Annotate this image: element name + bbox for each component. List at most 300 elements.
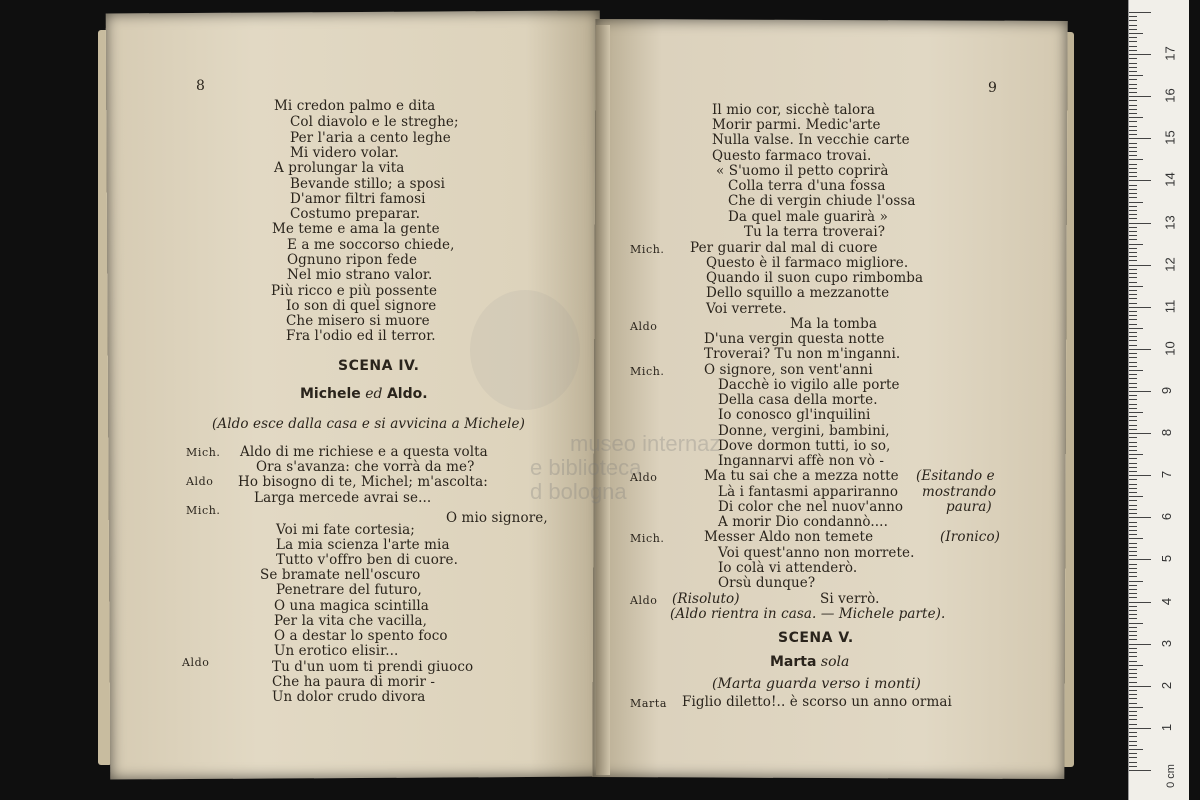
dialogue-line: Donne, vergini, bambini, [718, 423, 890, 439]
ruler-tick [1129, 412, 1143, 413]
measurement-ruler [1128, 0, 1189, 800]
ruler-tick [1129, 239, 1137, 240]
ruler-tick [1129, 593, 1137, 594]
ruler-tick [1129, 741, 1137, 742]
aside-risoluto: (Risoluto) [672, 591, 740, 607]
ruler-tick [1129, 522, 1137, 523]
ruler-tick [1129, 534, 1137, 535]
ruler-tick [1129, 581, 1143, 582]
ruler-tick [1129, 661, 1137, 662]
speaker-aldo: Aldo [186, 475, 214, 488]
ruler-tick [1129, 88, 1137, 89]
ruler-tick [1129, 555, 1137, 556]
ruler-tick [1129, 484, 1137, 485]
scene-heading-iv: SCENA IV. [338, 358, 420, 374]
ruler-tick [1129, 551, 1137, 552]
ruler-tick [1129, 319, 1137, 320]
ruler-tick [1129, 260, 1137, 261]
ruler-unit-label: 0 cm [1164, 764, 1177, 788]
dialogue-line: Dello squillo a mezzanotte [706, 285, 890, 301]
ruler-tick [1129, 244, 1143, 245]
dialogue-line: Tu d'un uom ti prendi giuoco [272, 659, 474, 675]
dialogue-line: Aldo di me richiese e a questa volta [240, 444, 488, 460]
ruler-tick [1129, 589, 1137, 590]
ruler-tick [1129, 500, 1137, 501]
dialogue-line: Di color che nel nuov'anno [718, 499, 904, 515]
verse-line: Costumo preparar. [290, 206, 420, 222]
verse-line: Me teme e ama la gente [272, 221, 440, 237]
ruler-label: 13 [1162, 214, 1178, 230]
dialogue-line-last: Figlio diletto!.. è scorso un anno ormai [682, 694, 952, 710]
ruler-tick [1129, 117, 1143, 118]
dialogue-line: Tu la terra troverai? [744, 224, 886, 240]
conjunction: ed [365, 386, 383, 402]
ruler-tick [1129, 353, 1137, 354]
dialogue-line: Voi verrete. [706, 301, 787, 317]
ruler-tick [1129, 399, 1137, 400]
ruler-label: 9 [1159, 386, 1175, 395]
ruler-tick [1129, 450, 1137, 451]
dialogue-line: Per guarir dal mal di cuore [690, 240, 878, 256]
ruler-tick [1129, 707, 1143, 708]
ruler-tick [1129, 193, 1137, 194]
dialogue-line: Voi mi fate cortesia; [276, 522, 415, 538]
dialogue-line: Ora s'avanza: che vorrà da me? [256, 459, 475, 475]
ruler-tick [1129, 585, 1137, 586]
ruler-tick [1129, 618, 1137, 619]
ruler-tick [1129, 92, 1137, 93]
ruler-tick [1129, 202, 1143, 203]
ruler-tick [1129, 429, 1137, 430]
speaker-mich: Mich. [630, 243, 665, 256]
ruler-tick [1129, 54, 1151, 55]
ruler-tick [1129, 404, 1137, 405]
ruler-tick [1129, 526, 1137, 527]
dialogue-line: Morir parmi. Medic'arte [712, 117, 881, 133]
dialogue-line: Un erotico elisir... [274, 643, 399, 659]
ruler-tick [1129, 703, 1137, 704]
ruler-label: 3 [1159, 639, 1175, 647]
speaker-aldo: Aldo [182, 656, 210, 669]
ruler-tick [1129, 328, 1143, 329]
dialogue-line: Orsù dunque? [718, 575, 816, 591]
dialogue-line: Io colà vi attenderò. [718, 560, 858, 576]
aside-esitando: (Esitando e [916, 468, 995, 484]
ruler-tick [1129, 20, 1137, 21]
ruler-tick [1129, 332, 1137, 333]
ruler-tick [1129, 698, 1137, 699]
ruler-tick [1129, 446, 1137, 447]
ruler-tick [1129, 336, 1137, 337]
dialogue-line: Da quel male guarirà » [728, 209, 888, 225]
dialogue-line: Voi quest'anno non morrete. [718, 545, 915, 561]
ruler-tick [1129, 610, 1137, 611]
speaker-mich: Mich. [186, 504, 221, 517]
ruler-tick [1129, 395, 1137, 396]
dialogue-line: D'una vergin questa notte [704, 331, 885, 347]
ruler-tick [1129, 564, 1137, 565]
ruler-tick [1129, 736, 1137, 737]
verse-line: Mi videro volar. [290, 145, 399, 161]
verse-line: A prolungar la vita [274, 160, 405, 176]
ruler-tick [1129, 58, 1137, 59]
ruler-tick [1129, 33, 1143, 34]
ruler-tick [1129, 669, 1137, 670]
ruler-tick [1129, 180, 1151, 181]
ruler-tick [1129, 665, 1143, 666]
scene-iv-characters [300, 386, 428, 402]
ruler-tick [1129, 168, 1137, 169]
ruler-tick [1129, 303, 1137, 304]
dialogue-line: O signore, son vent'anni [704, 362, 873, 378]
ruler-tick [1129, 126, 1137, 127]
ruler-tick [1129, 576, 1137, 577]
dialogue-line: Quando il suon cupo rimbomba [706, 270, 924, 286]
ruler-tick [1129, 357, 1137, 358]
ruler-tick [1129, 509, 1137, 510]
dialogue-line: Ma la tomba [790, 316, 877, 332]
verse-line: D'amor filtri famosi [290, 191, 426, 207]
ruler-tick [1129, 231, 1137, 232]
ruler-tick [1129, 113, 1137, 114]
ruler-tick [1129, 724, 1137, 725]
aside-mostrando: mostrando [922, 484, 997, 500]
dialogue-line: Il mio cor, sicchè talora [712, 102, 875, 118]
ruler-tick [1129, 597, 1137, 598]
ruler-tick [1129, 151, 1137, 152]
ruler-tick [1129, 719, 1137, 720]
ruler-tick [1129, 673, 1137, 674]
ruler-tick [1129, 543, 1137, 544]
ruler-tick [1129, 71, 1137, 72]
ruler-tick [1129, 745, 1137, 746]
ruler-tick [1129, 425, 1137, 426]
ruler-tick [1129, 100, 1137, 101]
dialogue-line: Troverai? Tu non m'inganni. [704, 346, 901, 362]
ruler-tick [1129, 538, 1143, 539]
ruler-tick [1129, 420, 1137, 421]
verse-line: Bevande stillo; a sposi [290, 176, 446, 192]
ruler-tick [1129, 290, 1137, 291]
verse-line: Fra l'odio ed il terror. [286, 328, 436, 344]
scene-v-sola: sola [820, 654, 850, 670]
ruler-tick [1129, 639, 1137, 640]
dialogue-line: Colla terra d'una fossa [728, 178, 886, 194]
ruler-label: 15 [1162, 130, 1178, 146]
ruler-tick [1129, 46, 1137, 47]
ruler-tick [1129, 324, 1137, 325]
ruler-tick [1129, 479, 1137, 480]
ruler-label: 17 [1162, 46, 1178, 61]
ruler-tick [1129, 374, 1137, 375]
ruler-tick [1129, 298, 1137, 299]
stage-direction-exit: (Aldo rientra in casa. — Michele parte). [670, 606, 946, 622]
verse-line: E a me soccorso chiede, [287, 237, 455, 253]
ruler-tick [1129, 311, 1137, 312]
ruler-tick [1129, 437, 1137, 438]
verse-line: Nel mio strano valor. [287, 267, 433, 283]
ruler-tick [1129, 248, 1137, 249]
ruler-tick [1129, 711, 1137, 712]
ruler-label: 11 [1162, 299, 1178, 314]
speaker-mich: Mich. [186, 446, 221, 459]
ruler-tick [1129, 147, 1137, 148]
aside-ironico: (Ironico) [940, 529, 1001, 545]
ruler-tick [1129, 715, 1137, 716]
dialogue-line: Nulla valse. In vecchie carte [712, 132, 910, 148]
ruler-tick [1129, 210, 1137, 211]
ruler-tick [1129, 492, 1137, 493]
watermark-line-2: e biblioteca [530, 455, 642, 480]
dialogue-line: Là i fantasmi appariranno [718, 484, 899, 500]
verse-line: Io son di quel signore [286, 298, 437, 314]
ruler-tick [1129, 644, 1151, 645]
ruler-tick [1129, 227, 1137, 228]
ruler-label: 2 [1159, 681, 1175, 689]
scene-heading-v: SCENA V. [778, 630, 854, 646]
ruler-tick [1129, 138, 1151, 139]
ruler-tick [1129, 29, 1137, 30]
ruler-tick [1129, 349, 1151, 350]
aside-paura: paura) [946, 499, 992, 515]
ruler-label: 14 [1162, 172, 1178, 188]
ruler-tick [1129, 164, 1137, 165]
ruler-tick [1129, 656, 1137, 657]
ruler-tick [1129, 463, 1137, 464]
verse-line: Mi credon palmo e dita [274, 98, 436, 114]
ruler-tick [1129, 218, 1137, 219]
ruler-tick [1129, 143, 1137, 144]
ruler-tick [1129, 559, 1151, 560]
dialogue-line: Se bramate nell'oscuro [260, 567, 421, 583]
verse-line: Per l'aria a cento leghe [290, 130, 451, 146]
ruler-tick [1129, 728, 1151, 729]
ruler-tick [1129, 134, 1137, 135]
ruler-tick [1129, 530, 1137, 531]
ruler-tick [1129, 286, 1143, 287]
dialogue-line: Ho bisogno di te, Michel; m'ascolta: [238, 474, 488, 490]
book-gutter [596, 25, 610, 775]
ruler-tick [1129, 84, 1137, 85]
ruler-tick [1129, 496, 1143, 497]
ruler-tick [1129, 75, 1143, 76]
ruler-tick [1129, 391, 1151, 392]
ruler-tick [1129, 433, 1151, 434]
ruler-tick [1129, 282, 1137, 283]
ruler-label: 12 [1162, 256, 1178, 272]
ruler-tick [1129, 63, 1137, 64]
dialogue-line: Della casa della morte. [718, 392, 878, 408]
ruler-tick [1129, 458, 1137, 459]
dialogue-line: Dove dormon tutti, io so, [718, 438, 891, 454]
ruler-tick [1129, 690, 1137, 691]
speaker-aldo: Aldo [630, 471, 658, 484]
ruler-tick [1129, 67, 1137, 68]
page-number-right: 9 [988, 80, 997, 96]
dialogue-line: O a destar lo spento foco [274, 628, 448, 644]
ruler-tick [1129, 631, 1137, 632]
character-michele: Michele [300, 386, 361, 402]
ruler-tick [1129, 214, 1137, 215]
ruler-tick [1129, 442, 1137, 443]
ruler-tick [1129, 37, 1137, 38]
page-number-left: 8 [196, 78, 205, 94]
ruler-tick [1129, 256, 1137, 257]
ruler-tick [1129, 79, 1137, 80]
ruler-tick [1129, 12, 1151, 13]
ruler-tick [1129, 185, 1137, 186]
dialogue-line: Penetrare del futuro, [276, 582, 422, 598]
ruler-tick [1129, 235, 1137, 236]
ruler-tick [1129, 694, 1137, 695]
ruler-tick [1129, 206, 1137, 207]
dialogue-line: Dacchè io vigilo alle porte [718, 377, 900, 393]
ruler-tick [1129, 155, 1137, 156]
ruler-label: 8 [1159, 428, 1175, 437]
dialogue-line: O mio signore, [446, 510, 548, 526]
ruler-tick [1129, 648, 1137, 649]
watermark-line-1: museo internaz [570, 431, 721, 456]
ruler-label: 1 [1159, 723, 1175, 731]
dialogue-line: A morir Dio condannò.... [718, 514, 888, 530]
dialogue-line: Per la vita che vacilla, [274, 613, 428, 629]
ruler-tick [1129, 517, 1151, 518]
ruler-tick [1129, 652, 1137, 653]
ruler-tick [1129, 682, 1137, 683]
ruler-tick [1129, 568, 1137, 569]
ruler-tick [1129, 109, 1137, 110]
speaker-marta: Marta [630, 697, 668, 710]
character-aldo: Aldo. [386, 386, 428, 402]
stage-direction-iv: (Aldo esce dalla casa e si avvicina a Michele) [212, 416, 525, 432]
dialogue-line: Io conosco gl'inquilini [718, 407, 871, 423]
ruler-tick [1129, 749, 1143, 750]
ruler-tick [1129, 614, 1137, 615]
dialogue-line: « S'uomo il petto coprirà [716, 163, 889, 179]
ruler-tick [1129, 294, 1137, 295]
ruler-label: 4 [1159, 597, 1175, 605]
ruler-tick [1129, 366, 1137, 367]
ruler-tick [1129, 315, 1137, 316]
ruler-tick [1129, 467, 1137, 468]
dialogue-line: Tutto v'offro ben di cuore. [276, 552, 458, 568]
ruler-tick [1129, 159, 1143, 160]
ruler-tick [1129, 96, 1151, 97]
ruler-tick [1129, 252, 1137, 253]
verse-line: Col diavolo e le streghe; [290, 114, 459, 130]
dialogue-line: Che ha paura di morir - [272, 674, 436, 690]
dialogue-line: Ingannarvi affè non vò - [718, 453, 884, 469]
ruler-label: 6 [1159, 513, 1175, 521]
speaker-mich: Mich. [630, 365, 665, 378]
ruler-tick [1129, 223, 1151, 224]
ruler-tick [1129, 269, 1137, 270]
ruler-tick [1129, 547, 1137, 548]
ruler-tick [1129, 172, 1137, 173]
dialogue-line: Larga mercede avrai se... [254, 490, 432, 506]
watermark-line-3: d bologna [530, 479, 627, 504]
ruler-tick [1129, 176, 1137, 177]
dialogue-line: Messer Aldo non temete [704, 529, 874, 545]
ruler-tick [1129, 677, 1137, 678]
dialogue-line: Ma tu sai che a mezza notte [704, 468, 899, 484]
ruler-label: 16 [1162, 88, 1178, 103]
ruler-label: 10 [1162, 341, 1178, 356]
ruler-tick [1129, 277, 1137, 278]
ruler-tick [1129, 387, 1137, 388]
ruler-tick [1129, 686, 1151, 687]
verse-line: Che misero si muore [286, 313, 430, 329]
ruler-label: 5 [1159, 555, 1175, 563]
speaker-aldo: Aldo [630, 320, 658, 333]
ruler-tick [1129, 572, 1137, 573]
scene-v-characters [770, 654, 849, 670]
ruler-tick [1129, 383, 1137, 384]
ruler-tick [1129, 41, 1137, 42]
ruler-tick [1129, 454, 1143, 455]
speaker-mich: Mich. [630, 532, 665, 545]
ruler-tick [1129, 416, 1137, 417]
ruler-tick [1129, 50, 1137, 51]
ruler-tick [1129, 488, 1137, 489]
ruler-tick [1129, 197, 1137, 198]
ruler-tick [1129, 623, 1143, 624]
ruler-tick [1129, 307, 1151, 308]
ruler-tick [1129, 378, 1137, 379]
ruler-tick [1129, 340, 1137, 341]
ruler-tick [1129, 105, 1137, 106]
ruler-tick [1129, 362, 1137, 363]
dialogue-line: Un dolor crudo divora [272, 689, 426, 705]
dialogue-line: La mia scienza l'arte mia [276, 537, 450, 553]
ruler-tick [1129, 121, 1137, 122]
dialogue-line: Si verrò. [820, 591, 880, 607]
verse-line: Più ricco e più possente [271, 283, 438, 299]
ruler-tick [1129, 762, 1137, 763]
ruler-label: 7 [1159, 471, 1175, 479]
stage-direction-v: (Marta guarda verso i monti) [712, 676, 921, 692]
ruler-tick [1129, 265, 1151, 266]
ruler-tick [1129, 513, 1137, 514]
watermark-logo [470, 290, 580, 410]
dialogue-line: O una magica scintilla [274, 598, 429, 614]
dialogue-line: Questo è il farmaco migliore. [706, 255, 909, 271]
ruler-tick [1129, 757, 1137, 758]
ruler-tick [1129, 189, 1137, 190]
ruler-tick [1129, 345, 1137, 346]
ruler-tick [1129, 732, 1137, 733]
ruler-tick [1129, 471, 1137, 472]
ruler-tick [1129, 602, 1151, 603]
ruler-tick [1129, 475, 1151, 476]
ruler-tick [1129, 505, 1137, 506]
ruler-tick [1129, 370, 1143, 371]
ruler-tick [1129, 635, 1137, 636]
verse-line: Ognuno ripon fede [287, 252, 418, 268]
speaker-aldo: Aldo [630, 594, 658, 607]
ruler-tick [1129, 16, 1137, 17]
ruler-tick [1129, 130, 1137, 131]
ruler-tick [1129, 408, 1137, 409]
character-marta: Marta [770, 654, 817, 670]
ruler-tick [1129, 770, 1151, 771]
ruler-tick [1129, 606, 1137, 607]
ruler-tick [1129, 766, 1137, 767]
dialogue-line: Che di vergin chiude l'ossa [728, 193, 916, 209]
dialogue-line: Questo farmaco trovai. [712, 148, 872, 164]
ruler-tick [1129, 273, 1137, 274]
ruler-tick [1129, 753, 1137, 754]
